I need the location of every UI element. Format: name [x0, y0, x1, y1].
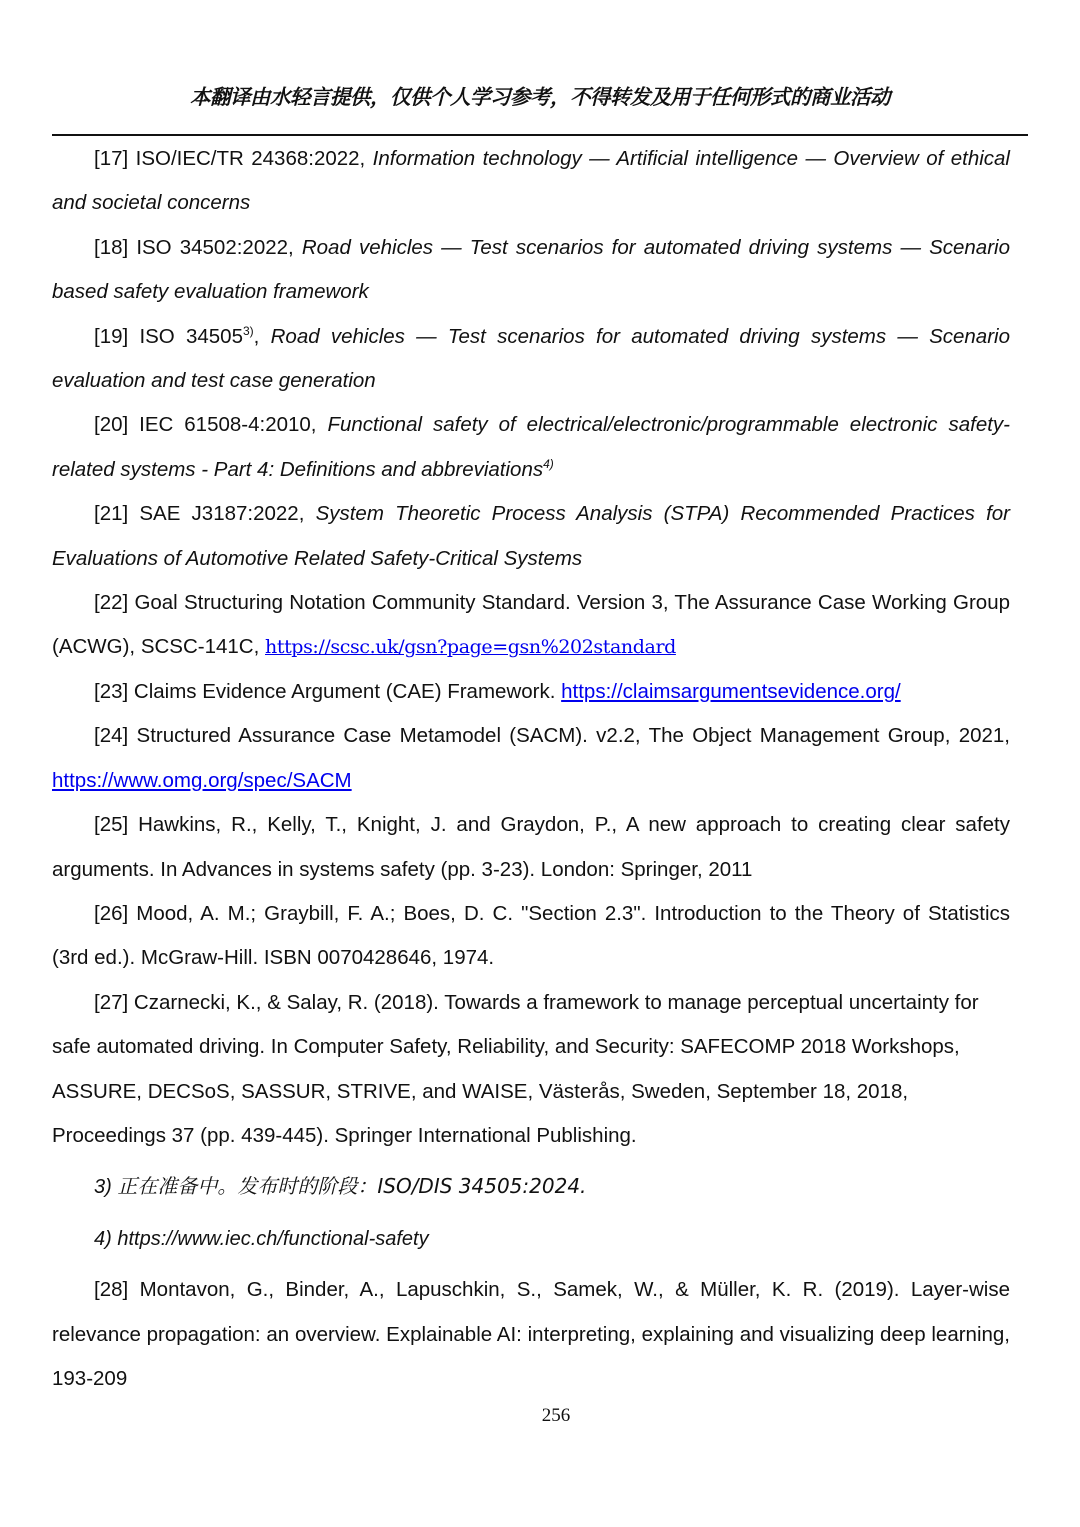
reference-number: [24]: [94, 724, 129, 748]
page-number: 256: [541, 1405, 571, 1426]
footnote-text: https://www.iec.ch/functional-safety: [117, 1227, 429, 1250]
reference-number: [21]: [94, 502, 129, 526]
reference-text: Czarnecki, K., & Salay, R. (2018). Towards a framework to manage perceptual uncertainty for safe automated driving. In Computer Safety, Reliability, and Security: SAFECOMP 2018 Workshops, ASSURE, DECSoS, SASSUR, STRIVE, and WAISE, Västerås, Sweden, September 18, 2018, Proceedings 37 (pp. 439-445). Springer International Publishing.: [52, 990, 979, 1147]
reference-text: Structured Assurance Case Metamodel (SACM). v2.2, The Object Management Group, 2021,: [136, 724, 1010, 748]
footnote-3: [52, 1164, 1010, 1209]
reference-text: Goal Structuring Notation Community Standard. Version 3, The Assurance Case Working Group (ACWG), SCSC-141C,: [52, 591, 1010, 659]
sacm-link[interactable]: https://www.omg.org/spec/SACM: [52, 768, 352, 792]
reference-number: [23]: [94, 679, 129, 703]
reference-25: [52, 803, 1010, 892]
footnote-ref-4[interactable]: 4): [543, 457, 554, 472]
footnote-ref-3[interactable]: 3): [243, 323, 254, 338]
gsn-standard-link[interactable]: https://scsc.uk/gsn?page=gsn%202standard: [265, 636, 676, 659]
footnote-4: [52, 1217, 1010, 1261]
reference-lead: SAE J3187:2022,: [139, 502, 316, 526]
reference-number: [20]: [94, 413, 129, 437]
reference-17: [52, 137, 1010, 226]
footnote-mark: 4): [94, 1227, 112, 1250]
reference-27: [52, 981, 1016, 1159]
reference-title: System Theoretic Process Analysis (STPA) Recommended Practices for Evaluations of Automotive Related Safety-Critical Systems: [52, 502, 1010, 570]
footnote-mark: 3): [94, 1176, 112, 1199]
reference-lead: ISO 34505: [139, 324, 243, 348]
reference-number: [25]: [94, 813, 129, 837]
reference-lead: ISO/IEC/TR 24368:2022,: [135, 147, 373, 170]
reference-text: Montavon, G., Binder, A., Lapuschkin, S., Samek, W., & Müller, K. R. (2019). Layer-wise relevance propagation: an overview. Explainable AI: interpreting, explaining and visualizing deep learning, 193-209: [52, 1278, 1010, 1390]
reference-title: Functional safety of electrical/electronic/programmable electronic safety-related systems - Part 4: Definitions and abbreviations: [52, 413, 1010, 481]
reference-text: Hawkins, R., Kelly, T., Knight, J. and Graydon, P., A new approach to creating clear safety arguments. In Advances in systems safety (pp. 3-23). London: Springer, 2011: [52, 813, 1010, 881]
cae-framework-link[interactable]: https://claimsargumentsevidence.org/: [561, 679, 901, 703]
reference-22: [52, 581, 1010, 670]
page-header: 本翻译由水轻言提供，仅供个人学习参考，不得转发及用于任何形式的商业活动: [190, 85, 890, 109]
reference-19: [52, 315, 1010, 404]
reference-number: [19]: [94, 324, 129, 348]
reference-title: Road vehicles — Test scenarios for automated driving systems — Scenario based safety evaluation framework: [52, 235, 1010, 304]
reference-number: [28]: [94, 1278, 129, 1302]
reference-title: Road vehicles — Test scenarios for automated driving systems — Scenario evaluation and test case generation: [52, 324, 1010, 393]
reference-number: [22]: [94, 591, 129, 615]
reference-21: [52, 492, 1010, 581]
reference-28: [52, 1268, 1010, 1401]
reference-number: [18]: [94, 235, 129, 259]
reference-20: [52, 403, 1010, 492]
reference-18: [52, 226, 1010, 315]
reference-26: [52, 892, 1010, 981]
reference-24: [52, 714, 1010, 803]
reference-title: Information technology — Artificial intelligence — Overview of ethical and societal concerns: [52, 147, 1010, 215]
header-rule: [52, 134, 1028, 136]
reference-23: [52, 670, 1010, 714]
reference-lead: ISO 34502:2022,: [136, 235, 302, 259]
references-list: [52, 137, 1010, 1401]
reference-text: Mood, A. M.; Graybill, F. A.; Boes, D. C. "Section 2.3". Introduction to the Theory of Statistics (3rd ed.). McGraw-Hill. ISBN 0070428646, 1974.: [52, 901, 1010, 970]
reference-lead: IEC 61508-4:2010,: [139, 413, 328, 437]
reference-number: [17]: [94, 147, 129, 170]
reference-number: [26]: [94, 901, 129, 925]
reference-number: [27]: [94, 990, 129, 1014]
reference-separator: ,: [253, 324, 271, 348]
footnote-text: 正在准备中。发布时的阶段：ISO/DIS 34505:2024.: [117, 1174, 587, 1199]
reference-text: Claims Evidence Argument (CAE) Framework.: [133, 679, 562, 703]
